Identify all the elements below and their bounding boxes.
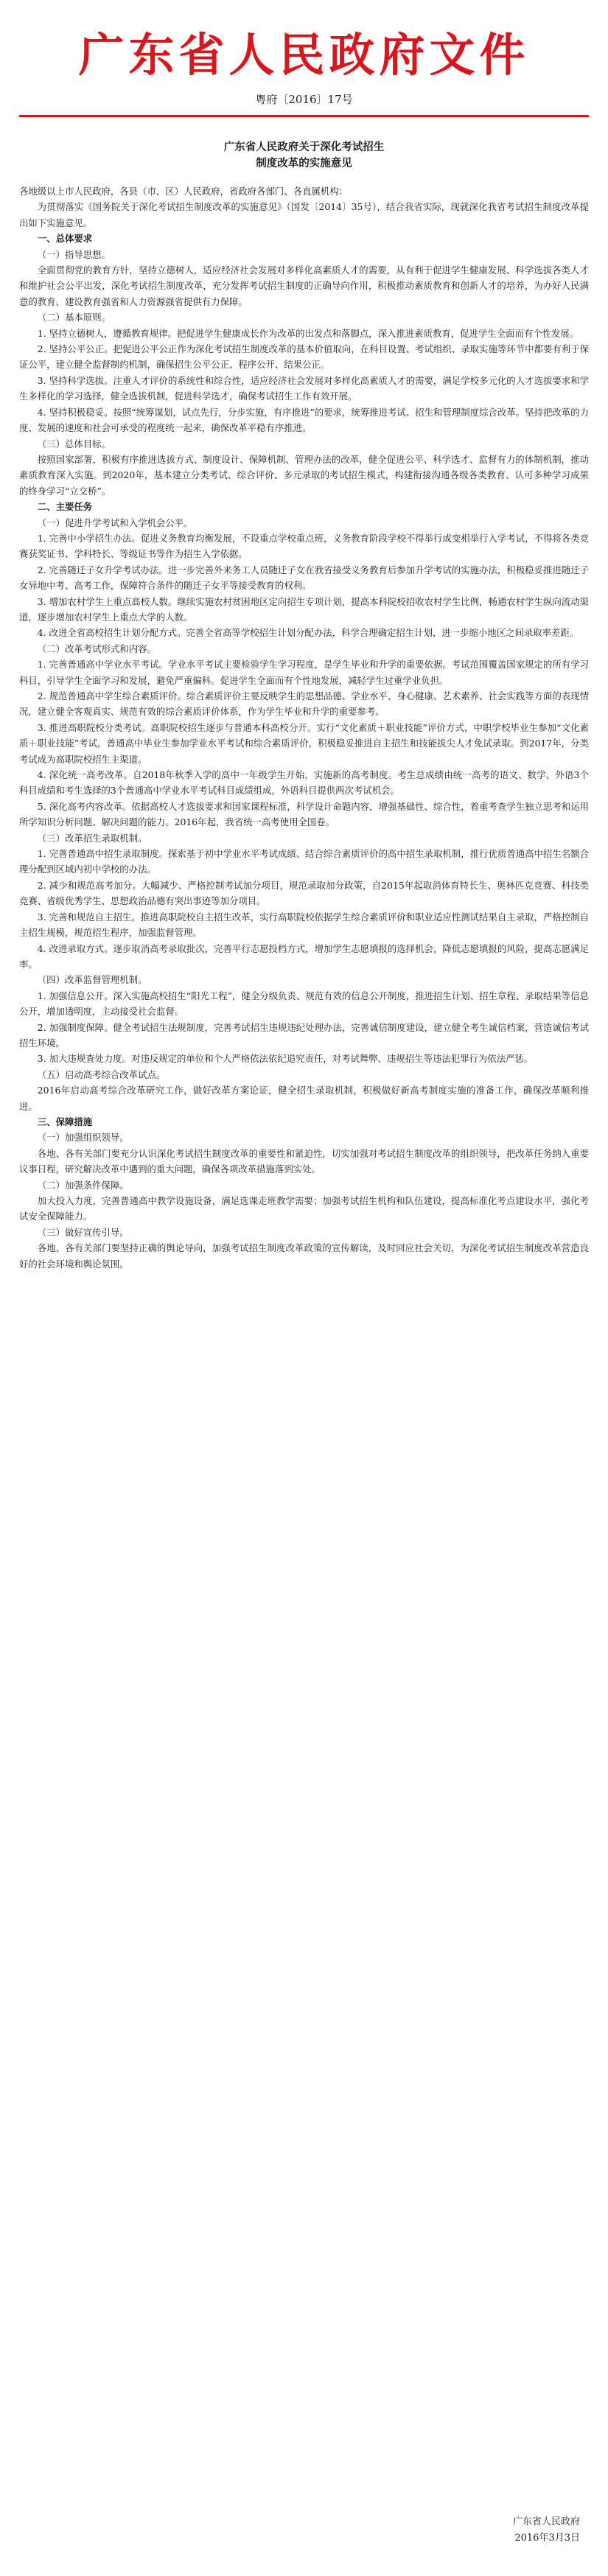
body-paragraph: 3. 推进高职院校分类考试。高职院校招生逐步与普通本科高校分开。实行“文化素质＋职业技能”评价方式，中职学校毕业生参加“文化素质＋职业技能”考试，普通高中毕业生参加学业水平考试和综合素质评价，积极稳妥推进自主招生和技能拔尖人才免试录取。到2017年，分类考试成为高职院校招生主渠道。 [19, 721, 589, 765]
document-title-line-1: 广东省人民政府关于深化考试招生 [223, 141, 385, 153]
document-body [19, 183, 589, 1272]
body-paragraph: 4. 改进录取方式。逐步取消高考录取批次，完善平行志愿投档方式，增加学生志愿填报的选择机会，降低志愿填报的风险，提高志愿满足率。 [19, 942, 589, 970]
subsection-heading: （二）改革考试形式和内容。 [37, 643, 156, 654]
subsection-heading: （二）基本原则。 [37, 312, 111, 323]
body-paragraph: 3. 加大违规查处力度。对违反规定的单位和个人严格依法依纪追究责任，对考试舞弊、违规招生等违法犯罪行为依法严惩。 [37, 1053, 534, 1065]
body-paragraph: 1. 坚持立德树人，遵循教育规律。把促进学生健康成长作为改革的出发点和落脚点，深入推进素质教育，促进学生全面而有个性发展。 [37, 327, 579, 339]
body-paragraph: 1. 完善普通高中招生录取制度。探索基于初中学业水平考试成绩、结合综合素质评价的高中招生录取机制，推行优质普通高中招生名额合理分配到区域内初中学校的办法。 [19, 848, 589, 875]
subsection-heading: （四）改革监督管理机制。 [37, 974, 147, 986]
subsection-heading: （五）启动高考综合改革试点。 [37, 1068, 166, 1080]
body-paragraph: 1. 完善中小学招生办法。促进义务教育均衡发展，不设重点学校重点班，义务教育阶段学校不得举行或变相举行入学考试，不得将各类竞赛获奖证书、学科特长、等级证书等作为招生入学依据。 [19, 532, 589, 560]
body-paragraph: 2. 规范普通高中学生综合素质评价。综合素质评价主要反映学生的思想品德、学业水平、身心健康、艺术素养、社会实践等方面的表现情况，建立健全客观真实、规范有效的综合素质评价体系，作为学生毕业和升学的重要参考。 [19, 690, 589, 718]
section-heading: 一、总体要求 [37, 233, 93, 245]
body-paragraph: 2. 坚持公平公正。把促进公平公正作为深化考试招生制度改革的基本价值取向，在科目设置、考试组织、录取实施等环节中都要有利于保证公平，建立健全监督制约机制，确保招生公平公正、程序公开、结果公正。 [19, 343, 589, 371]
body-paragraph: 为贯彻落实《国务院关于深化考试招生制度改革的实施意见》（国发〔2014〕35号），结合我省实际，现就深化我省考试招生制度改革提出如下实施意见。 [19, 201, 589, 228]
subsection-heading: （一）加强组织领导。 [37, 1132, 129, 1144]
document-masthead: 广东省人民政府文件 [78, 28, 530, 82]
subsection-heading: （三）改革招生录取机制。 [37, 832, 147, 844]
body-paragraph: 3. 完善和规范自主招生。推进高职院校自主招生改革，实行高职院校依据学生综合素质评价和职业适应性测试结果自主录取，严格控制自主招生规模，规范招生程序，加强监督管理。 [19, 911, 589, 939]
red-divider-line [19, 115, 589, 117]
body-paragraph: 4. 深化统一高考改革。自2018年秋季入学的高中一年级学生开始，实施新的高考制度。考生总成绩由统一高考的语文、数学、外语3个科目成绩和考生选择的3个普通高中学业水平考试科目成绩组成，外语科目提供两次考试机会。 [19, 769, 589, 797]
addressee: 各地级以上市人民政府，各县（市、区）人民政府，省政府各部门、各直属机构： [19, 186, 349, 197]
body-paragraph: 各地、各有关部门要坚持正确的舆论导向，加强考试招生制度改革政策的宣传解读，及时回应社会关切，为深化考试招生制度改革营造良好的社会环境和舆论氛围。 [19, 1242, 589, 1270]
subsection-heading: （一）指导思想。 [37, 248, 111, 260]
body-paragraph: 2. 加强制度保障。健全考试招生法规制度，完善考试招生违规违纪处理办法，完善诚信制度建设，建立健全考生诚信档案，营造诚信考试招生环境。 [19, 1021, 589, 1049]
body-paragraph: 4. 改进全省高校招生计划分配方式。完善全省高等学校招生计划分配办法，科学合理确定招生计划，进一步缩小地区之间录取率差距。 [37, 627, 579, 639]
section-heading: 二、主要任务 [37, 501, 93, 513]
body-paragraph: 2. 减少和规范高考加分。大幅减少、严格控制考试加分项目，规范录取加分政策，自2015年起取消体育特长生、奥林匹克竞赛、科技类竞赛、省级优秀学生、思想政治品德有突出事迹等加分项目。 [19, 879, 589, 907]
subsection-heading: （一）促进升学考试和入学机会公平。 [37, 517, 193, 528]
signature-block [513, 2514, 580, 2547]
subsection-heading: （三）总体目标。 [37, 438, 111, 449]
body-paragraph: 2016年启动高考综合改革研究工作，做好改革方案论证，健全招生录取机制，积极做好新高考制度实施的准备工作，确保改革顺利推进。 [19, 1085, 589, 1112]
body-paragraph: 全面贯彻党的教育方针，坚持立德树人，适应经济社会发展对多样化高素质人才的需要，从有利于促进学生健康发展、科学选拔各类人才和维护社会公平出发，深化考试招生制度改革，充分发挥考试招生制度的正确导向作用，积极推动素质教育和创新人才的培养，为办好人民满意的教育、建设教育强省和人力资源强省提供有力保障。 [19, 265, 589, 307]
body-paragraph: 3. 坚持科学选拔。注重人才评价的系统性和综合性，适应经济社会发展对多样化高素质人才的需要，满足学校多元化的人才选拔要求和学生多样化的学习选择，健全选拔机制，促进科学选才，确保考试招生工作有效开展。 [19, 374, 589, 402]
issuer-name: 广东省人民政府 [512, 2516, 580, 2527]
document-number: 粤府〔2016〕17号 [255, 93, 353, 106]
subsection-heading: （二）加强条件保障。 [37, 1179, 129, 1191]
section-heading: 三、保障措施 [37, 1116, 93, 1127]
body-paragraph: 1. 完善普通高中学业水平考试。学业水平考试主要检验学生学习程度，是学生毕业和升学的重要依据。考试范围覆盖国家规定的所有学习科目，引导学生全面学习和发展，避免严重偏科。促进学生全面而有个性地发展，减轻学生过重学业负担。 [19, 659, 589, 686]
subsection-heading: （三）做好宣传引导。 [37, 1226, 129, 1238]
body-paragraph: 3. 增加农村学生上重点高校人数。继续实施农村贫困地区定向招生专项计划，提高本科院校招收农村学生比例，畅通农村学生纵向流动渠道，逐步增加农村学生上重点大学的人数。 [19, 595, 589, 623]
body-paragraph: 1. 加强信息公开。深入实施高校招生“阳光工程”，健全分级负责、规范有效的信息公开制度，推进招生计划、招生章程、录取结果等信息公开，增加透明度，主动接受社会监督。 [19, 990, 589, 1018]
document-title-line-2: 制度改革的实施意见 [256, 157, 352, 169]
body-paragraph: 按照国家部署，积极有序推进选拔方式、制度设计、保障机制、管理办法的改革，健全促进公平、科学选才、监督有力的体制机制，推动素质教育深入实施。到2020年，基本建立分类考试、综合评价、多元录取的考试招生模式，构建衔接沟通各级各类教育、认可多种学习成果的终身学习“立交桥”。 [19, 453, 589, 497]
body-paragraph: 各地、各有关部门要充分认识深化考试招生制度改革的重要性和紧迫性，切实加强对考试招生制度改革的组织领导，把改革任务纳入重要议事日程，研究解决改革中遇到的重大问题，确保各项改革措施落到实处。 [19, 1147, 589, 1175]
body-paragraph: 5. 深化高考内容改革。依据高校人才选拔要求和国家课程标准，科学设计命题内容，增强基础性、综合性，着重考查学生独立思考和运用所学知识分析问题、解决问题的能力。2016年起，我省统一高考使用全国卷。 [19, 800, 589, 828]
body-paragraph: 2. 完善随迁子女升学考试办法。进一步完善外来务工人员随迁子女在我省接受义务教育后参加升学考试的实施办法，积极稳妥推进随迁子女异地中考、高考工作，保障符合条件的随迁子女平等接受教育的权利。 [19, 564, 589, 592]
issue-date: 2016年3月3日 [514, 2533, 580, 2544]
body-paragraph: 4. 坚持积极稳妥。按照“统筹谋划，试点先行，分步实施，有序推进”的要求，统筹推进考试、招生和管理制度综合改革。坚持把改革的力度、发展的速度和社会可承受的程度统一起来，确保改革平稳有序推进。 [19, 406, 589, 434]
body-paragraph: 加大投入力度，完善普通高中教学设施设备，满足选课走班教学需要；加强考试招生机构和队伍建设，提高标准化考点建设水平，强化考试安全保障能力。 [19, 1195, 589, 1222]
